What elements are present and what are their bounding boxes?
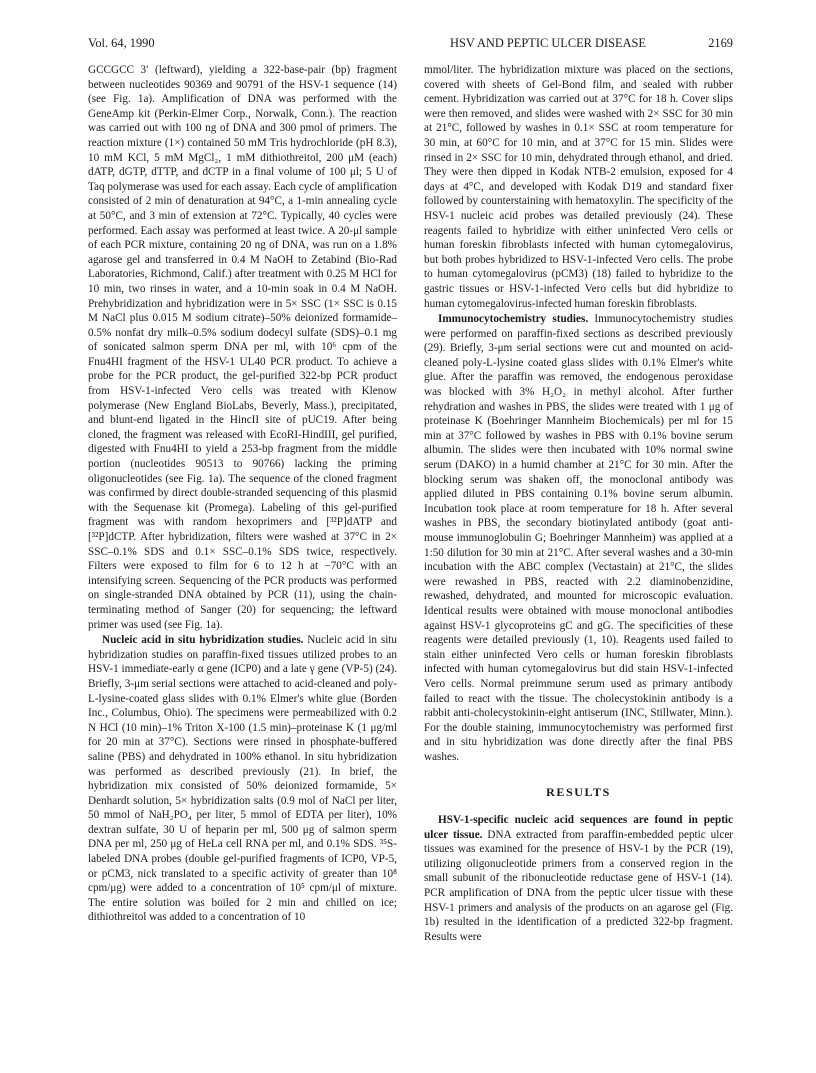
results-paragraph-heading: HSV-1-specific nucleic acid sequences are found in peptic ulcer tissue. xyxy=(424,814,733,841)
in-situ-hybridization-paragraph xyxy=(88,633,397,925)
journal-volume: Vol. 64, 1990 xyxy=(88,36,155,50)
right-column xyxy=(424,63,733,944)
pcr-methods-paragraph: GCCGCC 3′ (leftward), yielding a 322-base-pair (bp) fragment between nucleotides 90369 and 90791 of the HSV-1 sequence (14) (see Fig. 1a). Amplification of DNA was performed with the GeneAmp kit (Perkin-Elmer Corp., Norwalk, Conn.). The reaction was carried out with 100 ng of DNA and 300 pmol of primers. The reaction mixture (1×) contained 50 mM Tris hydrochloride (pH 8.3), 10 mM KCl, 5 mM MgCl₂, 1 mM dithiothreitol, 200 μM (each) dATP, dGTP, dTTP, and dCTP in a final volume of 100 μl; 5 U of Taq polymerase was used for each assay. Each cycle of amplification consisted of 2 min of denaturation at 94°C, a 1-min annealing cycle at 50°C, and 3 min of extension at 72°C. Typically, 40 cycles were performed. Each assay was performed at least twice. A 20-μl sample of each PCR mixture, containing 20 ng of DNA, was run on a 1.8% agarose gel and transferred in 0.4 M NaOH to Zetabind (Bio-Rad Laboratories, Richmond, Calif.) after treatment with 0.25 M HCl for 10 min, two rinses in water, and a 10-min soak in 0.4 M NaOH. Prehybridization and hybridization were in 5× SSC (1× SSC is 0.15 M NaCl plus 0.015 M sodium citrate)–50% deionized formamide–0.5% nonfat dry milk–0.5% sodium dodecyl sulfate (SDS)–0.1 mg of sonicated salmon sperm DNA per ml, with 10⁶ cpm of the Fnu4HI fragment of the HSV-1 UL40 PCR product. To achieve a probe for the PCR product, the gel-purified 322-bp PCR product from HSV-1-infected Vero cells was treated with Klenow polymerase (New England BioLabs, Beverly, Mass.), precipitated, and blunt-end ligated in the HincII site of pUC19. After being cloned, the fragment was released with EcoRI-HindIII, gel purified, digested with Fnu4HI to yield a 253-bp fragment from the middle portion (nucleotides 90513 to 90766) lacking the priming oligonucleotides (see Fig. 1a). The sequence of the cloned fragment was confirmed by direct double-stranded sequencing of this plasmid with the Sequenase kit (Promega). Labeling of this gel-purified fragment was with random hexoprimers and [³²P]dATP and [³²P]dCTP. After hybridization, filters were washed at 37°C in 2× SSC–0.1% SDS and 0.1× SSC–0.1% SDS twice, respectively. Filters were exposed to film for 6 to 12 h at −70°C with an intensifying screen. Sequencing of the PCR products was performed on single-stranded DNA obtained by PCR (11), using the chain-terminating method of Sanger (20) for sequencing; the leftward primer was used (see Fig. 1a). xyxy=(88,64,397,631)
results-paragraph-body: DNA extracted from paraffin-embedded peptic ulcer tissues was examined for the presence of HSV-1 by the PCR (19), utilizing oligonucleotide primers from a conserved region in the small subunit of the ribonucleotide reductase gene of HSV-1 (14). PCR amplification of DNA from the peptic ulcer tissue with these HSV-1 primers and analysis of the products on an agarose gel (Fig. 1b) resulted in the identification of a predicted 322-bp fragment. Results were xyxy=(424,828,734,943)
in-situ-hybridization-heading: Nucleic acid in situ hybridization studies. xyxy=(102,634,304,647)
immunocytochemistry-heading: Immunocytochemistry studies. xyxy=(438,313,589,326)
immunocytochemistry-body: Immunocytochemistry studies were performed on paraffin-fixed sections as described previously (29). Briefly, 3-μm serial sections were cut and mounted on acid-cleaned poly-L-lysine coated glass slides with 0.1% Elmer's white glue. After the paraffin was removed, the endogenous peroxidase was blocked with 3% H₂O₂ in methyl alcohol. After further rehydration and washes in PBS, the slides were treated with 1 μg of proteinase K (Boehringer Mannheim Biochemicals) per ml for 15 min at 37°C followed by washes in PBS with 0.1% bovine serum albumin. The slides were then incubated with 10% normal swine serum (DAKO) in a humid chamber at 21°C for 30 min. After the blocking serum was shaken off, the monoclonal antibody was applied diluted in PBS containing 0.1% bovine serum albumin. Incubation took place at room temperature for 18 h. After several washes in PBS, the secondary biotinylated antibody (goat anti-mouse immunoglobulin G; Boehringer Mannheim) was applied at a 1:50 dilution for 30 min at 21°C. After several washes and a 30-min incubation with the ABC complex (Vectastain) at 21°C, the slides were rewashed in PBS, reacted with 2.2 diaminobenzidine, rewashed, dehydrated, and mounted for microscopic evaluation. Identical results were obtained with mouse monoclonal antibodies against HSV-1 glycoproteins gC and gG. The specificities of these reagents were detailed previously (1, 10). Reagents used failed to stain either uninfected Vero cells or human foreskin fibroblasts infected with human cytomegalovirus but did stain HSV-1-infected Vero cells. Normal preimmune serum used as primary antibody failed to react with the tissue. The cholecystokinin antibody is a rabbit anti-cholecystokinin-eight antiserum (INC, Stillwater, Minn.). For the double staining, immunocytochemistry was performed first and in situ hybridization was done directly after the final PBS washes. xyxy=(424,313,733,763)
left-column xyxy=(88,63,397,925)
results-section-heading: RESULTS xyxy=(546,784,611,799)
page-header xyxy=(88,36,733,58)
hybridization-continued-paragraph: mmol/liter. The hybridization mixture was placed on the sections, covered with sheets of Gel-Bond film, and sealed with rubber cement. Hybridization was carried out at 37°C for 18 h. Cover slips were then removed, and slides were washed with 2× SSC for 30 min at 21°C, followed by washes in 0.1× SSC at room temperature for 30 min, at 60°C for 10 min, and at 37°C for 15 min. Slides were rinsed in 2× SSC for 10 min, dehydrated through ethanol, and dried. They were then dipped in Kodak NTB-2 emulsion, exposed for 4 days at 4°C, and developed with Kodak D19 and standard fixer followed by counterstaining with hematoxylin. The specificity of the HSV-1 nucleic acid probes was detailed previously (24). These reagents failed to hybridize with either uninfected Vero cells or human foreskin fibroblasts infected with human cytomegalovirus, but both probes hybridized to HSV-1-infected Vero cells. The probe to human cytomegalovirus (pCM3) (18) failed to hybridize to the gastric tissues or HSV-1-infected Vero cells but did hybridize to human cytomegalovirus-infected human foreskin fibroblasts. xyxy=(424,64,733,310)
running-title: HSV AND PEPTIC ULCER DISEASE xyxy=(450,36,646,50)
in-situ-hybridization-body: Nucleic acid in situ hybridization studies on paraffin-fixed tissues utilized probes to an HSV-1 immediate-early α gene (ICP0) and a late γ gene (VP-5) (24). Briefly, 3-μm serial sections were attached to acid-cleaned and poly-L-lysine-coated glass slides with 0.1% Elmer's white glue (Borden Inc., Columbus, Ohio). The specimens were permeabilized with 0.2 N HCl (10 min)–1% Triton X-100 (1.5 min)–proteinase K (1 μg/ml for 20 min at 37°C). Sections were rinsed in phosphate-buffered saline (PBS) and dehydrated in 100% ethanol. In situ hybridization was performed as described previously (21). In brief, the hybridization mix consisted of 50% deionized formamide, 5× Denhardt solution, 5× hybridization salts (0.9 mol of NaCl per liter, 50 mmol of NaH₂PO₄ per liter, 5 mmol of EDTA per liter), 10% dextran sulfate, 30 U of heparin per ml, 500 μg of salmon sperm DNA per ml, 250 μg of HeLa cell RNA per ml, and 0.1% SDS. ³⁵S-labeled DNA probes (double gel-purified fragments of ICP0, VP-5, or pCM3, nick translated to a specific activity of greater than 10⁸ cpm/μg) were added to a concentration of 10⁵ cpm/μl of mixture. The entire solution was boiled for 2 min and chilled on ice; dithiothreitol was added to a concentration of 10 xyxy=(88,634,397,924)
page-number: 2169 xyxy=(708,36,733,50)
results-paragraph xyxy=(424,813,733,944)
immunocytochemistry-paragraph xyxy=(424,312,733,764)
